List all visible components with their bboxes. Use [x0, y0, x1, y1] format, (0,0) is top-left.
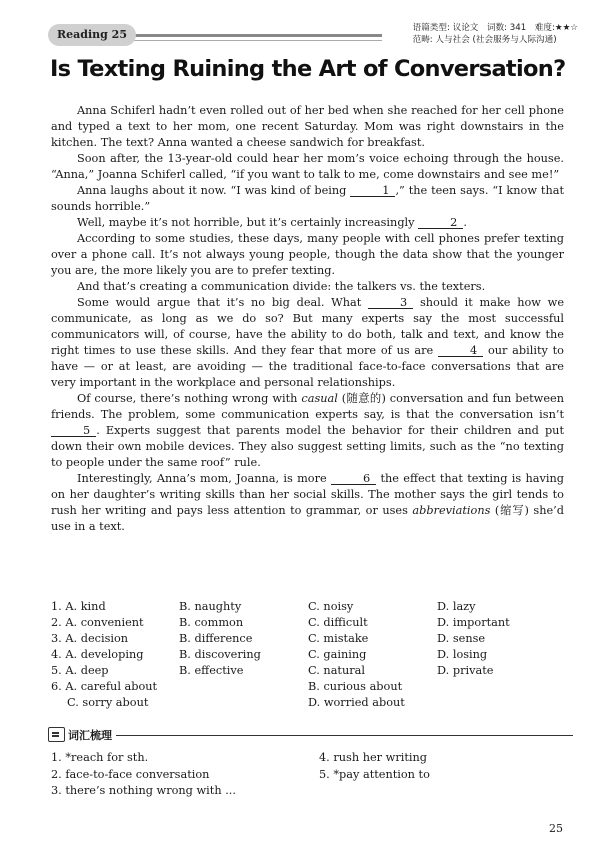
- blank-4: 4: [438, 345, 483, 357]
- text-run: Some would argue that it’s no big deal. What: [77, 296, 369, 309]
- header-rule-thin: [134, 40, 382, 41]
- option-5d: D. private: [437, 664, 494, 677]
- vocab-list: [51, 750, 571, 800]
- vocab-rule: [116, 735, 573, 736]
- passage-title: Is Texting Ruining the Art of Conversation?: [50, 56, 566, 82]
- italic-term: casual: [301, 392, 338, 405]
- option-6d: D. worried about: [308, 696, 405, 709]
- option-6a: 6. A. careful about: [51, 680, 158, 693]
- blank-1: 1: [350, 185, 395, 197]
- option-1c: C. noisy: [308, 600, 354, 613]
- blank-5: 5: [51, 425, 96, 437]
- option-4a: 4. A. developing: [51, 648, 144, 661]
- option-1d: D. lazy: [437, 600, 476, 613]
- paragraph: [51, 391, 564, 471]
- passage-body: [51, 103, 564, 535]
- option-row-6-cont: [51, 695, 571, 711]
- text-run: Well, maybe it’s not horrible, but it’s certainly increasingly: [77, 216, 419, 229]
- text-run: Soon after, the 13-year-old could hear her mom’s voice echoing through the house. “Anna,” Joanna Schiferl called, “if you want to talk to me, come downstairs and see me!”: [51, 152, 564, 181]
- vocab-row: [51, 783, 571, 800]
- text-run: According to some studies, these days, many people with cell phones prefer texting over a phone call. It’s not always young people, though the data show that the younger you are, the more likely you are to prefer texting.: [51, 232, 564, 277]
- page-number: 25: [549, 822, 563, 835]
- paragraph: [51, 231, 564, 279]
- text-run: ,” the teen says. “I know that sounds horrible.”: [51, 184, 564, 213]
- option-3b: B. difference: [179, 632, 253, 645]
- vocab-heading: [48, 725, 573, 745]
- passage-meta: [413, 22, 578, 46]
- option-6c: C. sorry about: [67, 696, 149, 709]
- text-run: Of course, there’s nothing wrong with: [77, 392, 302, 405]
- vocab-row: [51, 767, 571, 784]
- option-row-5: [51, 663, 571, 679]
- option-row-1: [51, 599, 571, 615]
- option-3c: C. mistake: [308, 632, 369, 645]
- vocab-item: 1. *reach for sth.: [51, 751, 149, 764]
- notebook-icon: [48, 727, 65, 742]
- option-4b: B. discovering: [179, 648, 261, 661]
- paragraph: [51, 183, 564, 215]
- meta-line-2: 范畴: 人与社会 (社会服务与人际沟通): [412, 35, 557, 45]
- option-4d: D. losing: [437, 648, 488, 661]
- option-row-6: [51, 679, 571, 695]
- reading-badge: Reading 25: [48, 24, 136, 46]
- text-run: . Experts suggest that parents model the behavior for their children and put down their own mobile devices. They also suggest setting limits, such as the “no texting to people under the same roof” rule.: [51, 424, 564, 469]
- option-row-3: [51, 631, 571, 647]
- paragraph: [51, 279, 564, 295]
- option-2a: 2. A. convenient: [51, 616, 144, 629]
- text-run: (缩写) she’d use in a text.: [51, 504, 565, 533]
- text-run: should it make how we communicate, as long as we do so? But many experts say the most successful communicators will, of course, have the ability to do both, talk and text, and know the right times to use these skills. And they fear that more of us are: [51, 296, 565, 357]
- answer-options: [51, 599, 571, 711]
- meta-line-1: 语篇类型: 议论文 词数: 341 难度:★★☆: [412, 23, 578, 33]
- vocab-row: [51, 750, 571, 767]
- option-row-4: [51, 647, 571, 663]
- paragraph: [51, 215, 564, 231]
- blank-3: 3: [368, 297, 413, 309]
- italic-term: abbreviations: [412, 504, 491, 517]
- option-5a: 5. A. deep: [51, 664, 109, 677]
- text-run: Interestingly, Anna’s mom, Joanna, is more: [77, 472, 331, 485]
- vocab-item: 2. face-to-face conversation: [51, 767, 210, 781]
- paragraph: [51, 151, 564, 183]
- option-5b: B. effective: [179, 664, 244, 677]
- text-run: Anna Schiferl hadn’t even rolled out of her bed when she reached for her cell phone and typed a text to her mom, one recent Saturday. Mom was right downstairs in the kitchen. The text? Anna wanted a cheese sandwich for breakfast.: [51, 104, 564, 149]
- page-header: [48, 22, 578, 52]
- option-3a: 3. A. decision: [51, 632, 129, 645]
- option-2d: D. important: [437, 616, 510, 629]
- vocab-heading-label: 词汇梳理: [68, 729, 112, 742]
- vocab-item: 4. rush her writing: [319, 751, 428, 764]
- option-4c: C. gaining: [308, 648, 367, 661]
- text-run: the effect that texting is having on her daughter’s writing skills than her social skills. The mother says the girl tends to rush her writing and pays less attention to grammar, or uses: [51, 472, 564, 517]
- text-run: And that’s creating a communication divide: the talkers vs. the texters.: [77, 280, 486, 293]
- text-run: (随意的) conversation and fun between friends. The problem, some communication experts say, is that the conversation isn’t: [51, 392, 564, 421]
- vocab-item: 3. there’s nothing wrong with ...: [51, 784, 236, 797]
- header-rule: [134, 34, 382, 37]
- option-5c: C. natural: [308, 664, 365, 677]
- blank-2: 2: [418, 217, 463, 229]
- text-run: our ability to have — or at least, are avoiding — the traditional face-to-face conversations that are very important in the workplace and personal relationships.: [51, 344, 564, 389]
- option-2c: C. difficult: [308, 616, 368, 629]
- option-1b: B. naughty: [179, 600, 242, 613]
- paragraph: [51, 471, 564, 535]
- paragraph: [51, 295, 564, 391]
- blank-6: 6: [331, 473, 376, 485]
- text-run: .: [463, 216, 467, 229]
- option-6b: B. curious about: [308, 680, 403, 693]
- option-row-2: [51, 615, 571, 631]
- option-1a: 1. A. kind: [51, 600, 106, 613]
- paragraph: [51, 103, 564, 151]
- text-run: Anna laughs about it now. “I was kind of being: [77, 184, 351, 197]
- vocab-item: 5. *pay attention to: [319, 767, 430, 781]
- option-3d: D. sense: [437, 632, 486, 645]
- option-2b: B. common: [179, 616, 244, 629]
